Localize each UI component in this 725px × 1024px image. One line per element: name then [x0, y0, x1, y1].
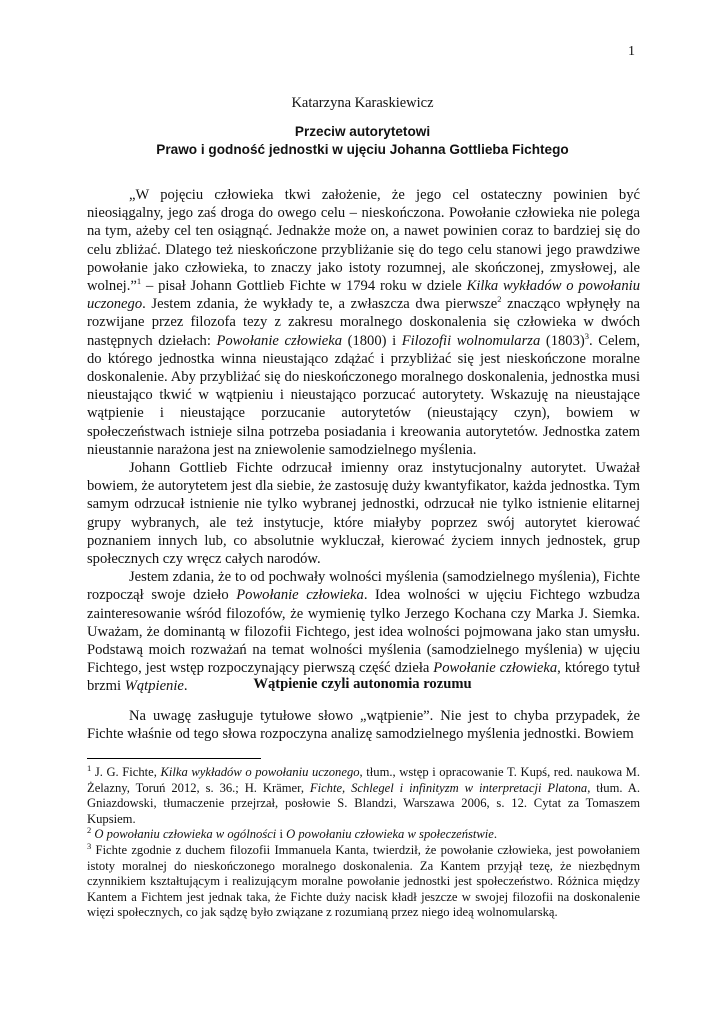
work-title: Wątpienie — [124, 678, 184, 695]
footnote-2 — [87, 827, 640, 843]
footnote-number: 1 — [87, 762, 92, 773]
text-span: (1800) i — [342, 332, 402, 349]
footnote-number: 3 — [87, 840, 92, 851]
paragraph-4: Na uwagę zasługuje tytułowe słowo „wątpienie”. Nie jest to chyba przypadek, że Fichte właśnie od tego słowa rozpoczyna analizę samodzielnego myślenia jednostki. Bowiem — [87, 708, 640, 743]
work-title: Kilka wykładów o powołaniu uczonego — [160, 765, 360, 779]
paragraph-2: Johann Gottlieb Fichte odrzucał imienny oraz instytucjonalny autorytet. Uważał bowiem, że autorytetem jest dla siebie, że zastosuję duży kwantyfikator, każda jednostka. Tym samym odrzucał istnienie nie tylko wybranej jednostki, odrzucał nie tylko istnienie elitarnej grupy wybranych, ale też instytucje, które miałyby poprzez swój autorytet kierować poznaniem innych lub, co absolutnie wykluczał, kierować życiem innych jednostek, grup społecznych czy wręcz całych narodów. — [87, 460, 640, 568]
footnote-number: 2 — [87, 825, 92, 836]
text-span: J. G. Fichte, — [91, 765, 161, 779]
paragraph-1 — [87, 186, 640, 459]
text-span: Fichte zgodnie z duchem filozofii Immanuela Kanta, twierdził, że powołanie człowieka, jest powołaniem istoty moralnej do nieskończonego moralnego doskonalenia. Za Kantem przyjął tezę, że niezbędnym czynnikiem kształtującym i realizującym moralne powołanie jednostki jest społeczeństwo. Różnica między Kantem a Fichtem jest jednak taka, że Fichte duży nacisk kładł jeszcze w swojej filozofii na doskonalenie więzi społecznych, co jak sądzę było związane z rozumianą przez niego ideą wolnomularską. — [87, 842, 640, 920]
text-span: (1803) — [540, 332, 585, 349]
text-span: . — [183, 678, 188, 695]
footnote-ref-2: 2 — [497, 294, 502, 305]
text-span: , którego tytuł brzmi — [87, 660, 640, 695]
work-title: O powołaniu człowieka w ogólności — [91, 827, 277, 842]
text-span: i — [276, 827, 287, 842]
footnote-3 — [87, 840, 640, 921]
page-number: 1 — [628, 44, 635, 59]
text-span: , tłum. A. Gniazdowski, tłumaczenie przejrzał, posłowie S. Blandzi, Warszawa 2006, s. 12. Cytat za Tomaszem Kupsiem. — [87, 780, 640, 826]
footnote-divider — [87, 758, 261, 759]
footnotes — [87, 762, 640, 921]
work-title: Powołanie człowieka — [236, 587, 364, 604]
work-title: Powołanie człowieka — [433, 660, 558, 677]
work-title: O powołaniu człowieka w społeczeństwie — [286, 827, 494, 842]
work-title: Kilka wykładów o powołaniu uczonego — [87, 278, 641, 313]
title: Przeciw autorytetowi — [294, 124, 431, 139]
footnote-ref-1: 1 — [136, 276, 142, 287]
text-span: . — [493, 827, 498, 842]
footnote-ref-3: 3 — [584, 330, 589, 341]
subtitle: Prawo i godność jednostki w ujęciu Johanna Gottlieba Fichtego — [156, 142, 569, 157]
footnote-1 — [87, 762, 640, 827]
text-span: – pisał Johann Gottlieb Fichte w 1794 roku w dziele — [141, 278, 467, 295]
body-text-2 — [87, 707, 640, 743]
text-span: . Celem, do którego jednostka winna nieustająco zdążać i przybliżać się jest nieskończone moralne doskonalenie. Aby przybliżać się do nieskończonego moralnego doskonalenia, jednostka musi nieustająco tkwić w wątpieniu i nieustająco porzucać autorytety. Wskazuję na nieustające wątpienie i nieustające porzucanie autorytetów (nieustający czyn), bowiem w społeczeństwach istnieje silna potrzeba posiadania i kreowania autorytetów. Jednostka zatem nieustannie narażona jest na zniewolenie samodzielnego myślenia. — [87, 332, 640, 458]
work-title: Filozofii wolnomularza — [401, 332, 541, 349]
body-text — [87, 186, 640, 696]
text-span: . Idea wolności w ujęciu Fichtego wzbudza zainteresowanie wśród filozofów, że wymienię tylko Jerzego Kochana czy Marka J. Siemka. Uważam, że dominantą w filozofii Fichtego, jest idea wolności pojmowana jako stan umysłu. Podstawą moich rozważań na temat wolności myślenia (samodzielnego myślenia) w ujęciu Fichtego, jest wstęp rozpoczynający pierwszą część dzieła — [87, 587, 640, 677]
quote-text: „W pojęciu człowieka tkwi założenie, że jego cel ostateczny powinien być nieosiągalny, jego zaś droga do owego celu – nieskończona. Powołanie człowieka nie polega na tym, ażeby cel ten osiągnąć. Jednakże może on, a nawet powinien coraz to bardziej się do celu zbliżać. Dlatego też nieskończone przybliżanie się do tego celu stanowi jego prawdziwe powołanie jako człowieka, to znaczy jako istoty rozumnej, ale skończonej, zmysłowej, ale wolnej.” — [87, 187, 640, 295]
text-span: znacząco wpłynęły na rozwijane przez filozofa tezy z zakresu moralnego doskonalenia się człowieka w dwóch następnych dziełach: — [87, 296, 640, 349]
work-title: Fichte, Schlegel i infinityzm w interpretacji Platona — [309, 780, 588, 795]
author-name: Katarzyna Karaskiewicz — [291, 95, 434, 111]
work-title: Powołanie człowieka — [216, 332, 343, 349]
text-span: . Jestem zdania, że wykłady te, a zwłaszcza dwa pierwsze — [142, 296, 498, 313]
text-span: , tłum., wstęp i opracowanie T. Kupś, red. naukowa M. Żelazny, Toruń 2012, s. 36.; H. Krämer, — [87, 765, 640, 795]
section-heading: Wątpienie czyli autonomia rozumu — [253, 676, 472, 692]
text-span: Jestem zdania, że to od pochwały wolności myślenia (samodzielnego myślenia), Fichte rozpoczął swoje dzieło — [87, 569, 640, 604]
